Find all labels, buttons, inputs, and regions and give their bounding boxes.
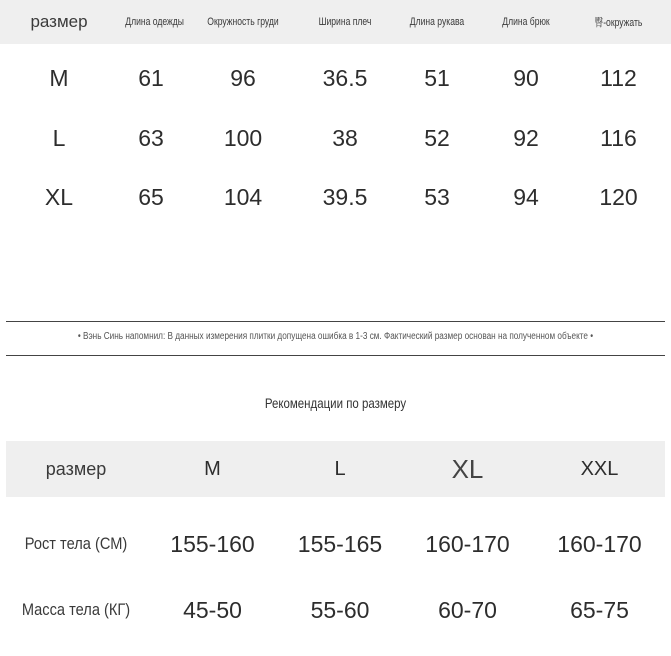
header-chest: Окружность груди [207,16,279,28]
table-cell: L [52,124,66,151]
table-row [0,118,671,158]
table-cell: 104 [223,183,263,210]
table-cell: 61 [138,64,164,91]
table-row [6,519,665,569]
table-cell: 160-170 [557,530,642,557]
row-label: Масса тела (КГ) [21,600,131,619]
measurement-note: • Вэнь Синь напомнил: В данных измерения плитки допущена ошибка в 1-3 см. Фактический размер основан на полученном объекте • [77,331,594,342]
header-garment-length: Длина одежды [125,16,184,28]
table-cell: 116 [600,124,637,151]
table-row [6,585,665,635]
divider [6,355,665,356]
table-cell: 155-160 [170,530,255,557]
header-sleeve: Длина рукава [409,16,465,28]
row-label: Рост тела (СМ) [24,534,128,553]
recommendation-header [6,441,665,497]
table-cell: 160-170 [425,530,510,557]
table-cell: M [49,64,69,91]
table-cell: 94 [513,183,539,210]
rec-header-size: размер [45,458,107,479]
table-cell: 96 [230,64,256,91]
table-cell: XL [44,183,74,210]
table-cell: 52 [424,124,450,151]
rec-header-cell: L [334,457,346,480]
table-row [0,177,671,217]
header-shoulder: Ширина плеч [318,16,372,28]
table-cell: 100 [223,124,263,151]
rec-header-cell: XXL [580,457,619,480]
table-row [0,58,671,98]
table-cell: 120 [599,183,638,210]
table-cell: 55-60 [310,596,370,623]
header-pants-length: Длина брюк [502,16,550,28]
table-cell: 90 [513,64,539,91]
table-cell: 63 [138,124,164,151]
table-cell: 92 [513,124,539,151]
table-cell: 45-50 [183,596,242,623]
table-cell: 38 [332,124,358,151]
table-cell: 112 [600,64,637,91]
table-cell: 65-75 [570,596,629,623]
header-size: размер [30,12,88,31]
divider [6,321,665,322]
table-cell: 39.5 [322,183,368,210]
rec-header-cell: M [204,457,221,480]
table-cell: 65 [138,183,164,210]
table-cell: 36.5 [322,64,368,91]
rec-header-cell: XL [451,453,484,484]
size-table-header [0,0,671,44]
table-cell: 155-165 [297,530,383,557]
table-cell: 53 [424,183,450,210]
header-hip: 臀-окружать [594,17,643,29]
table-cell: 60-70 [438,596,497,623]
table-cell: 51 [424,64,450,91]
recommendation-title: Рекомендации по размеру [264,395,407,411]
